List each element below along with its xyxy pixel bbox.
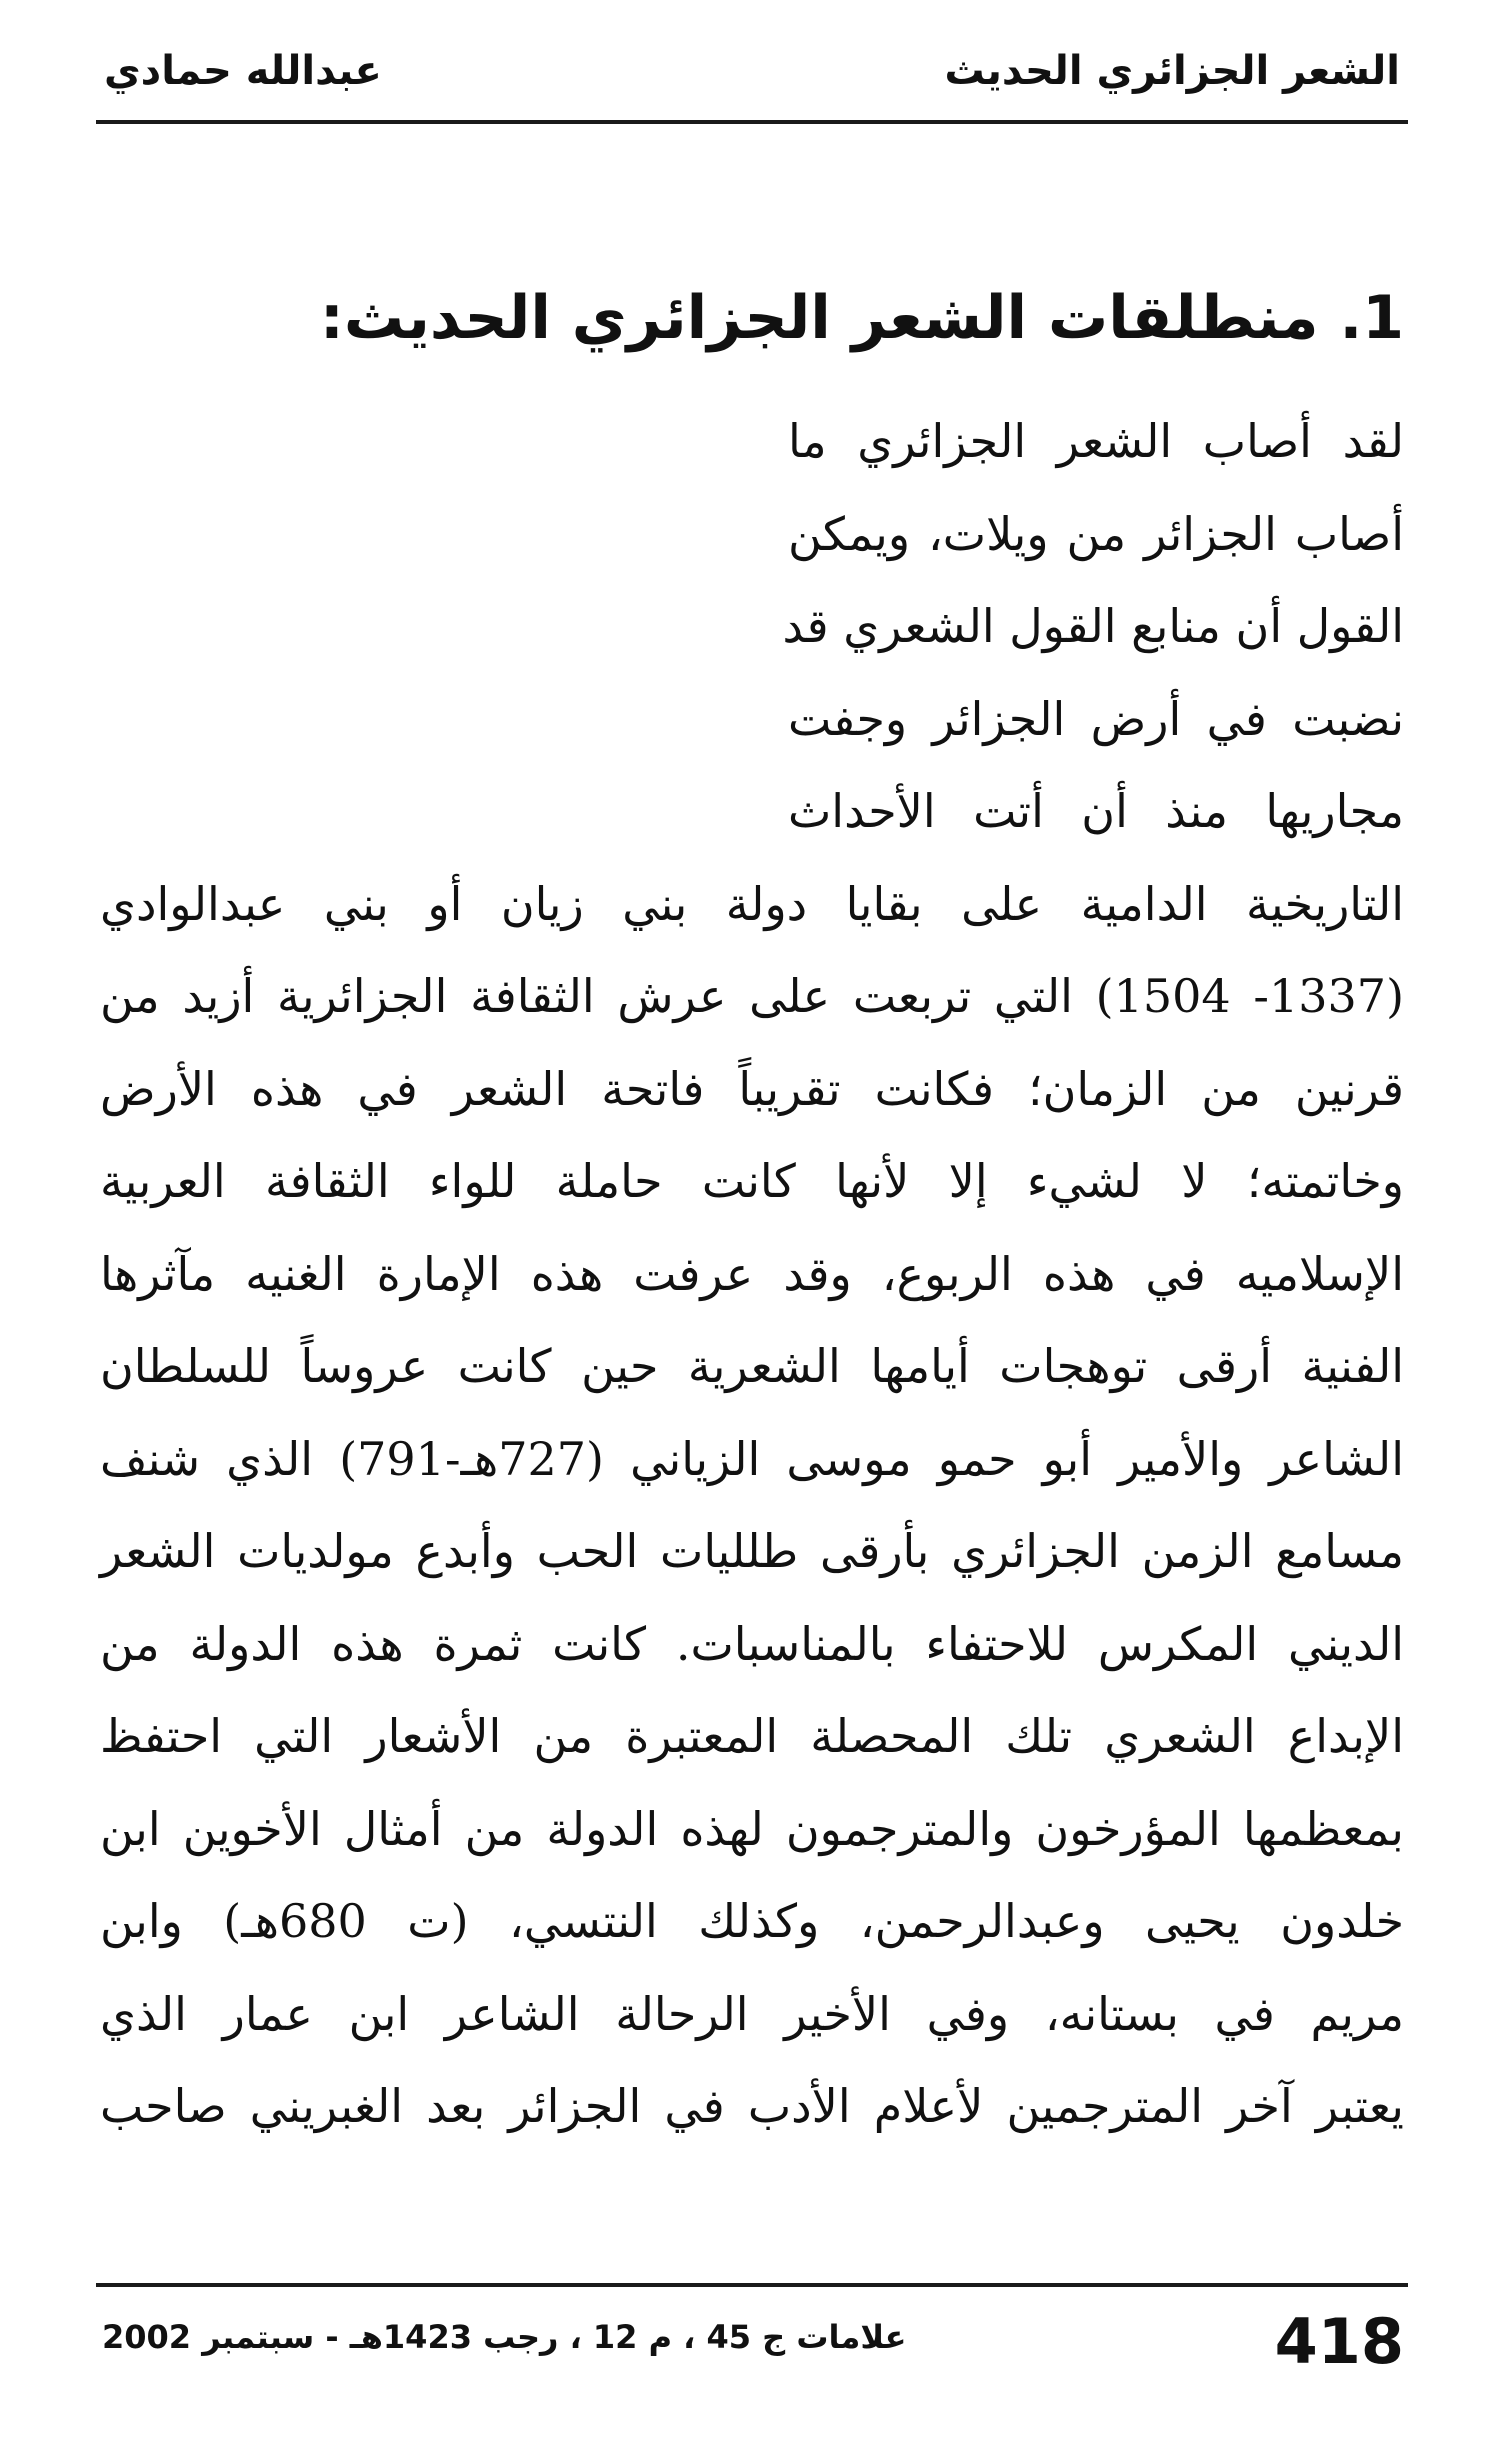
text-line: (1337- 1504) التي تربعت على عرش الثقافة الجزائرية أزيد من [100, 969, 1405, 1023]
body-paragraph [100, 395, 1404, 2153]
text-line: خلدون يحيى وعبدالرحمن، وكذلك النتسي، (ت 680هـ) وابن [100, 1894, 1404, 1948]
text-line: بمعظمها المؤرخون والمترجمون لهذه الدولة من أمثال الأخوين ابن [100, 1801, 1404, 1856]
text-line: يعتبر آخر المترجمين لأعلام الأدب في الجزائر بعد الغبريني صاحب [100, 2079, 1404, 2133]
page-number: 418 [1274, 2305, 1404, 2378]
text-line: أصاب الجزائر من ويلات، ويمكن [788, 506, 1404, 561]
running-header-author: عبدالله حمادي [104, 48, 382, 94]
text-line: الشاعر والأمير أبو حمو موسى الزياني (727هـ-791) الذي شنف [100, 1431, 1404, 1486]
text-line: وخاتمته؛ لا لشيء إلا لأنها كانت حاملة للواء الثقافة العربية [100, 1154, 1404, 1208]
text-line: التاريخية الدامية على بقايا دولة بني زيان أو بني عبدالوادي [100, 876, 1404, 931]
text-line: مجاريها منذ أن أتت الأحداث [788, 784, 1404, 838]
running-header-title: الشعر الجزائري الحديث [944, 48, 1400, 94]
text-line: قرنين من الزمان؛ فكانت تقريباً فاتحة الشعر في هذه الأرض [100, 1061, 1404, 1116]
journal-reference: علامات ج 45 ، م 12 ، رجب 1423هـ - سبتمبر 2002 [102, 2318, 907, 2356]
text-line: الإبداع الشعري تلك المحصلة المعتبرة من الأشعار التي احتفظ [100, 1709, 1404, 1763]
text-line: مسامع الزمن الجزائري بأرقى طلليات الحب وأبدع مولديات الشعر [100, 1524, 1404, 1578]
text-line: الإسلاميه في هذه الربوع، وقد عرفت هذه الإمارة الغنيه مآثرها [100, 1246, 1404, 1301]
text-line: القول أن منابع القول الشعري قد [782, 599, 1404, 653]
section-heading: 1. منطلقات الشعر الجزائري الحديث: [319, 283, 1404, 353]
running-header [96, 30, 1408, 124]
text-line: لقد أصاب الشعر الجزائري ما [788, 414, 1404, 468]
text-line: الفنية أرقى توهجات أيامها الشعرية حين كانت عروساً للسلطان [100, 1339, 1404, 1393]
footer-rule [96, 2283, 1408, 2287]
text-line: مريم في بستانه، وفي الأخير الرحالة الشاعر ابن عمار الذي [100, 1986, 1404, 2041]
text-line: الديني المكرس للاحتفاء بالمناسبات. كانت ثمرة هذه الدولة من [100, 1616, 1404, 1671]
text-line: نضبت في أرض الجزائر وجفت [788, 691, 1404, 746]
